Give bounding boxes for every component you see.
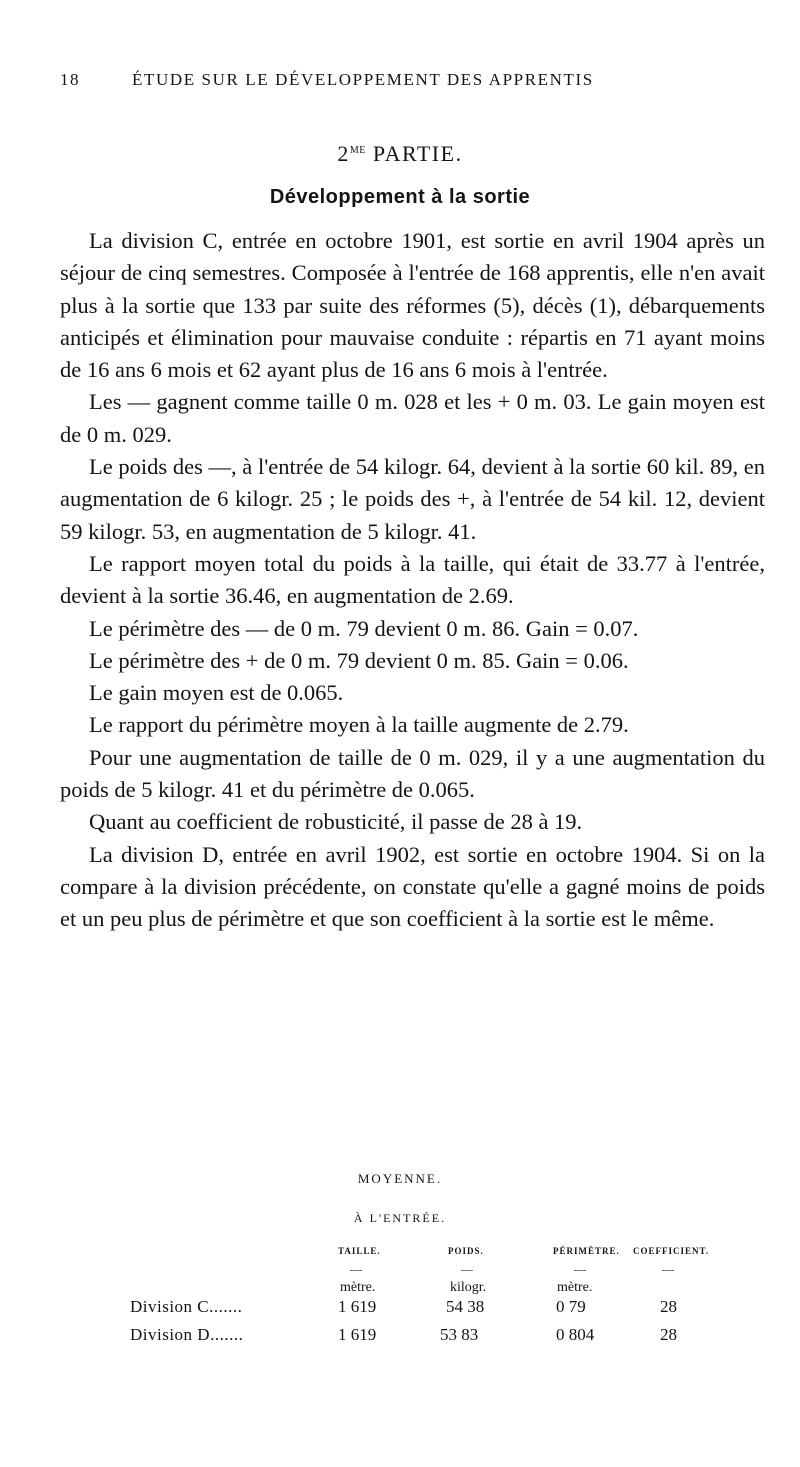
paragraph: Le rapport du périmètre moyen à la taille augmente de 2.79.: [89, 712, 629, 738]
part-heading: [0, 141, 800, 167]
table-cell-perimetre: 0 804: [556, 1325, 595, 1344]
column-unit-taille: mètre.: [340, 1280, 376, 1295]
table-subtitle: À L'ENTRÉE.: [353, 1211, 447, 1225]
table-row-label: Division D.......: [130, 1325, 244, 1344]
column-separator: —: [574, 1262, 586, 1276]
paragraph: Le rapport moyen total du poids à la taille, qui était de 33.77 à l'entrée, devient à la sortie 36.46, en augmentation de 2.69.: [60, 550, 765, 609]
column-separator: —: [461, 1262, 473, 1276]
table-cell-taille: 1 619: [338, 1325, 377, 1344]
part-label: PARTIE.: [372, 141, 463, 166]
table-cell-perimetre: 0 79: [556, 1297, 586, 1316]
paragraph: La division D, entrée en avril 1902, est sortie en octobre 1904. Si on la compare à la division précédente, on constate qu'elle a gagné moins de poids et un peu plus de périmètre et que son coefficient à la sortie est le même.: [60, 841, 765, 932]
table-cell-poids: 54 38: [446, 1297, 485, 1316]
paragraph: Le périmètre des — de 0 m. 79 devient 0 m. 86. Gain = 0.07.: [89, 615, 639, 641]
paragraph: Le poids des —, à l'entrée de 54 kilogr. 64, devient à la sortie 60 kil. 89, en augmentation de 6 kilogr. 25 ; le poids des +, à l'entrée de 54 kil. 12, devient 59 kilogr. 53, en augmentation de 5 kilogr. 41.: [60, 454, 765, 544]
column-unit-perimetre: mètre.: [557, 1280, 593, 1295]
paragraph: Pour une augmentation de taille de 0 m. 029, il y a une augmentation du poids de 5 kilogr. 41 et du périmètre de 0.065.: [60, 744, 765, 803]
paragraph: Le gain moyen est de 0.065.: [89, 680, 344, 706]
table-title: MOYENNE.: [357, 1171, 443, 1186]
table-cell-coefficient: 28: [660, 1297, 677, 1316]
column-header-poids: POIDS.: [448, 1246, 484, 1256]
running-title: ÉTUDE SUR LE DÉVELOPPEMENT DES APPRENTIS: [132, 70, 594, 89]
paragraph: La division C, entrée en octobre 1901, est sortie en avril 1904 après un séjour de cinq semestres. Composée à l'entrée de 168 apprentis, elle n'en avait plus à la sortie que 133 par suite des réformes (5), décès (1), débarquements anticipés et élimination pour mauvaise conduite : répartis en 71 ayant moins de 16 ans 6 mois et 62 ayant plus de 16 ans 6 mois à l'entrée.: [60, 228, 765, 383]
part-suffix: ME: [349, 145, 366, 156]
page-number: 18: [60, 70, 80, 89]
paragraph: Les — gagnent comme taille 0 m. 028 et les + 0 m. 03. Le gain moyen est de 0 m. 029.: [60, 389, 765, 447]
column-separator: —: [350, 1262, 362, 1276]
table-cell-taille: 1 619: [338, 1297, 377, 1316]
column-header-coefficient: COEFFICIENT.: [633, 1246, 710, 1256]
table-cell-poids: 53 83: [440, 1325, 479, 1344]
column-unit-poids: kilogr.: [450, 1280, 487, 1295]
column-header-perimetre: PÉRIMÈTRE.: [553, 1246, 620, 1256]
table-cell-coefficient: 28: [660, 1325, 677, 1344]
column-header-taille: TAILLE.: [338, 1246, 381, 1256]
section-subtitle: Développement à la sortie: [269, 186, 531, 208]
part-number: 2: [337, 141, 350, 166]
paragraph: Le périmètre des + de 0 m. 79 devient 0 m. 85. Gain = 0.06.: [89, 647, 629, 673]
column-separator: —: [662, 1262, 674, 1276]
body-text: [60, 225, 765, 936]
table-row-label: Division C.......: [130, 1297, 243, 1316]
paragraph: Quant au coefficient de robusticité, il passe de 28 à 19.: [89, 809, 583, 835]
